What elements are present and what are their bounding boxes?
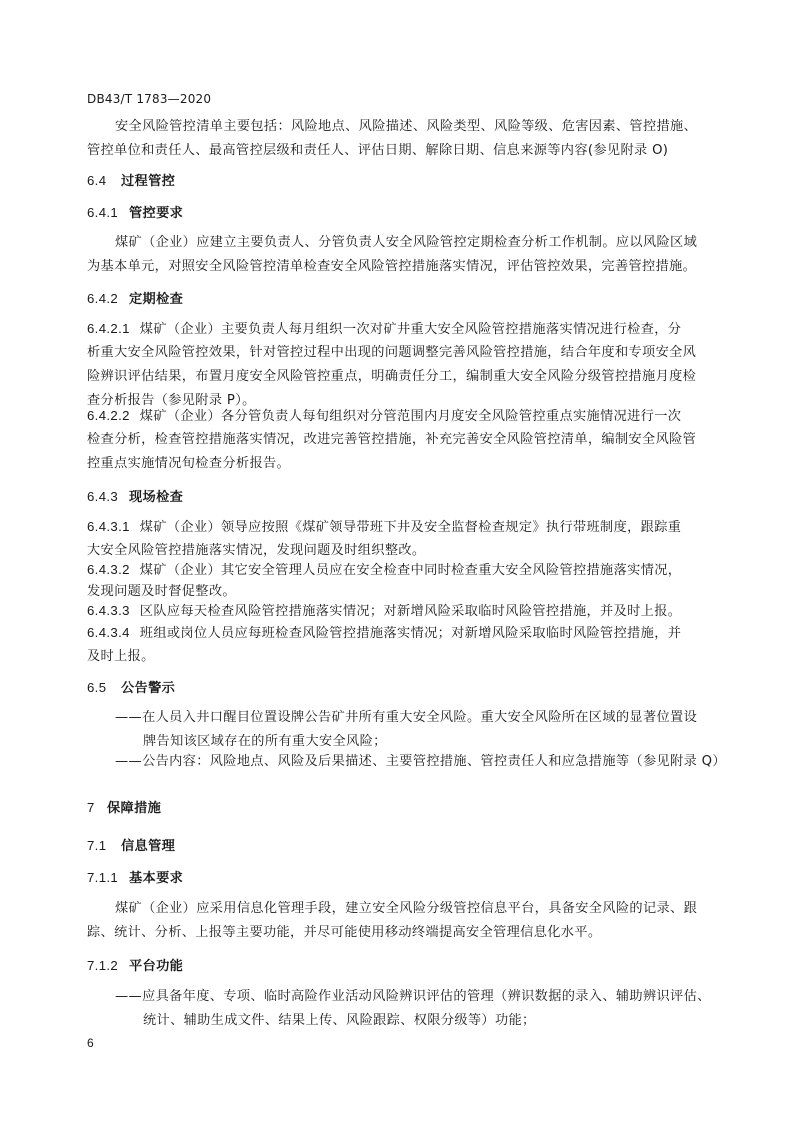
section-number: 6.4.2 [87, 291, 119, 306]
section-number: 7.1.1 [87, 870, 119, 885]
clause-text: 煤矿（企业）各分管负责人每旬组织对分管范围内月度安全风险管控重点实施情况进行一次 [139, 409, 682, 424]
s711-line-1: 煤矿（企业）应采用信息化管理手段，建立安全风险分级管控信息平台，具备安全风险的记录、跟 [115, 901, 698, 916]
section-number: 6.4.3 [87, 489, 119, 504]
section-title: 定期检查 [129, 292, 184, 307]
s6432-line-1 [87, 562, 681, 579]
s6421-line-4: 查分析报告（参见附录 P）。 [87, 393, 256, 408]
section-title: 现场检查 [129, 490, 184, 505]
section-title: 信息管理 [121, 839, 176, 854]
s6421-line-3: 险辨识评估结果，布置月度安全风险管控重点，明确责任分工，编制重大安全风险分级管控措施月度检 [87, 369, 697, 384]
s6431-line-2: 大安全风险管控措施落实情况，发现问题及时组织整改。 [87, 543, 426, 558]
s65-item-1-line-1: ——在人员入井口醒目位置设牌公告矿井所有重大安全风险。重大安全风险所在区域的显著位置设 [115, 710, 698, 725]
section-7-1-2-heading [87, 958, 183, 975]
s6431-line-1 [87, 519, 681, 536]
section-6-4-1-heading [87, 205, 183, 222]
clause-text: 煤矿（企业）领导应按照《煤矿领导带班下井及安全监督检查规定》执行带班制度，跟踪重 [139, 520, 682, 535]
s712-item-1-line-1: ——应具备年度、专项、临时高险作业活动风险辨识评估的管理（辨识数据的录入、辅助辨识评估、 [115, 989, 711, 1004]
page-number: 6 [87, 1036, 94, 1050]
section-title: 保障措施 [107, 801, 162, 816]
s6421-line-2: 析重大安全风险管控效果，针对管控过程中出现的问题调整完善风险管控措施，结合年度和专项安全风 [87, 345, 697, 360]
section-7-1-heading [87, 838, 175, 855]
section-title: 公告警示 [121, 681, 176, 696]
clause-number: 6.4.3.2 [87, 562, 130, 577]
s6421-line-1 [87, 321, 681, 338]
s711-line-2: 踪、统计、分析、上报等主要功能，并尽可能使用移动终端提高安全管理信息化水平。 [87, 925, 602, 940]
s6422-line-1 [87, 408, 681, 425]
section-number: 6.4 [87, 173, 107, 188]
s641-line-2: 为基本单元，对照安全风险管控清单检查安全风险管控措施落实情况，评估管控效果，完善管控措施。 [87, 259, 697, 274]
section-number: 6.5 [87, 680, 107, 695]
section-6-4-heading [87, 173, 175, 190]
section-title: 过程管控 [121, 174, 176, 189]
standard-code: DB43/T 1783—2020 [87, 92, 212, 106]
section-number: 7 [87, 800, 95, 815]
section-number: 7.1.2 [87, 958, 119, 973]
section-6-5-heading [87, 680, 175, 697]
s6432-line-2: 发现问题及时督促整改。 [87, 584, 236, 599]
section-title: 基本要求 [129, 871, 184, 886]
clause-number: 6.4.3.4 [87, 625, 130, 640]
intro-line-1: 安全风险管控清单主要包括：风险地点、风险描述、风险类型、风险等级、危害因素、管控措施、 [115, 119, 698, 134]
intro-line-2: 管控单位和责任人、最高管控层级和责任人、评估日期、解除日期、信息来源等内容(参见附录 O) [87, 143, 669, 158]
section-number: 7.1 [87, 838, 107, 853]
clause-text: 班组或岗位人员应每班检查风险管控措施落实情况；对新增风险采取临时风险管控措施，并 [139, 626, 682, 641]
section-title: 管控要求 [129, 206, 184, 221]
section-title: 平台功能 [129, 959, 184, 974]
clause-text: 煤矿（企业）主要负责人每月组织一次对矿井重大安全风险管控措施落实情况进行检查，分 [139, 322, 682, 337]
section-number: 6.4.1 [87, 205, 119, 220]
clause-number: 6.4.2.1 [87, 321, 130, 336]
section-7-heading [87, 800, 161, 817]
s6433-line-1 [87, 603, 681, 620]
clause-number: 6.4.2.2 [87, 408, 130, 423]
s712-item-1-line-2: 统计、辅助生成文件、结果上传、风险跟踪、权限分级等）功能； [143, 1013, 536, 1028]
clause-text: 煤矿（企业）其它安全管理人员应在安全检查中同时检查重大安全风险管控措施落实情况， [139, 563, 682, 578]
s6434-line-1 [87, 625, 681, 642]
section-7-1-1-heading [87, 870, 183, 887]
s6434-line-2: 及时上报。 [87, 649, 155, 664]
clause-number: 6.4.3.3 [87, 603, 130, 618]
clause-text: 区队应每天检查风险管控措施落实情况；对新增风险采取临时风险管控措施，并及时上报。 [139, 604, 682, 619]
s65-item-2-line-1: ——公告内容：风险地点、风险及后果描述、主要管控措施、管控责任人和应急措施等（参见附录 Q） [115, 754, 726, 769]
s6422-line-3: 控重点实施情况旬检查分析报告。 [87, 456, 291, 471]
s65-item-1-line-2: 牌告知该区域存在的所有重大安全风险； [143, 734, 387, 749]
s641-line-1: 煤矿（企业）应建立主要负责人、分管负责人安全风险管控定期检查分析工作机制。应以风险区域 [115, 235, 698, 250]
clause-number: 6.4.3.1 [87, 519, 130, 534]
s6422-line-2: 检查分析，检查管控措施落实情况，改进完善管控措施，补充完善安全风险管控清单，编制安全风险管 [87, 432, 697, 447]
section-6-4-2-heading [87, 291, 183, 308]
section-6-4-3-heading [87, 489, 183, 506]
